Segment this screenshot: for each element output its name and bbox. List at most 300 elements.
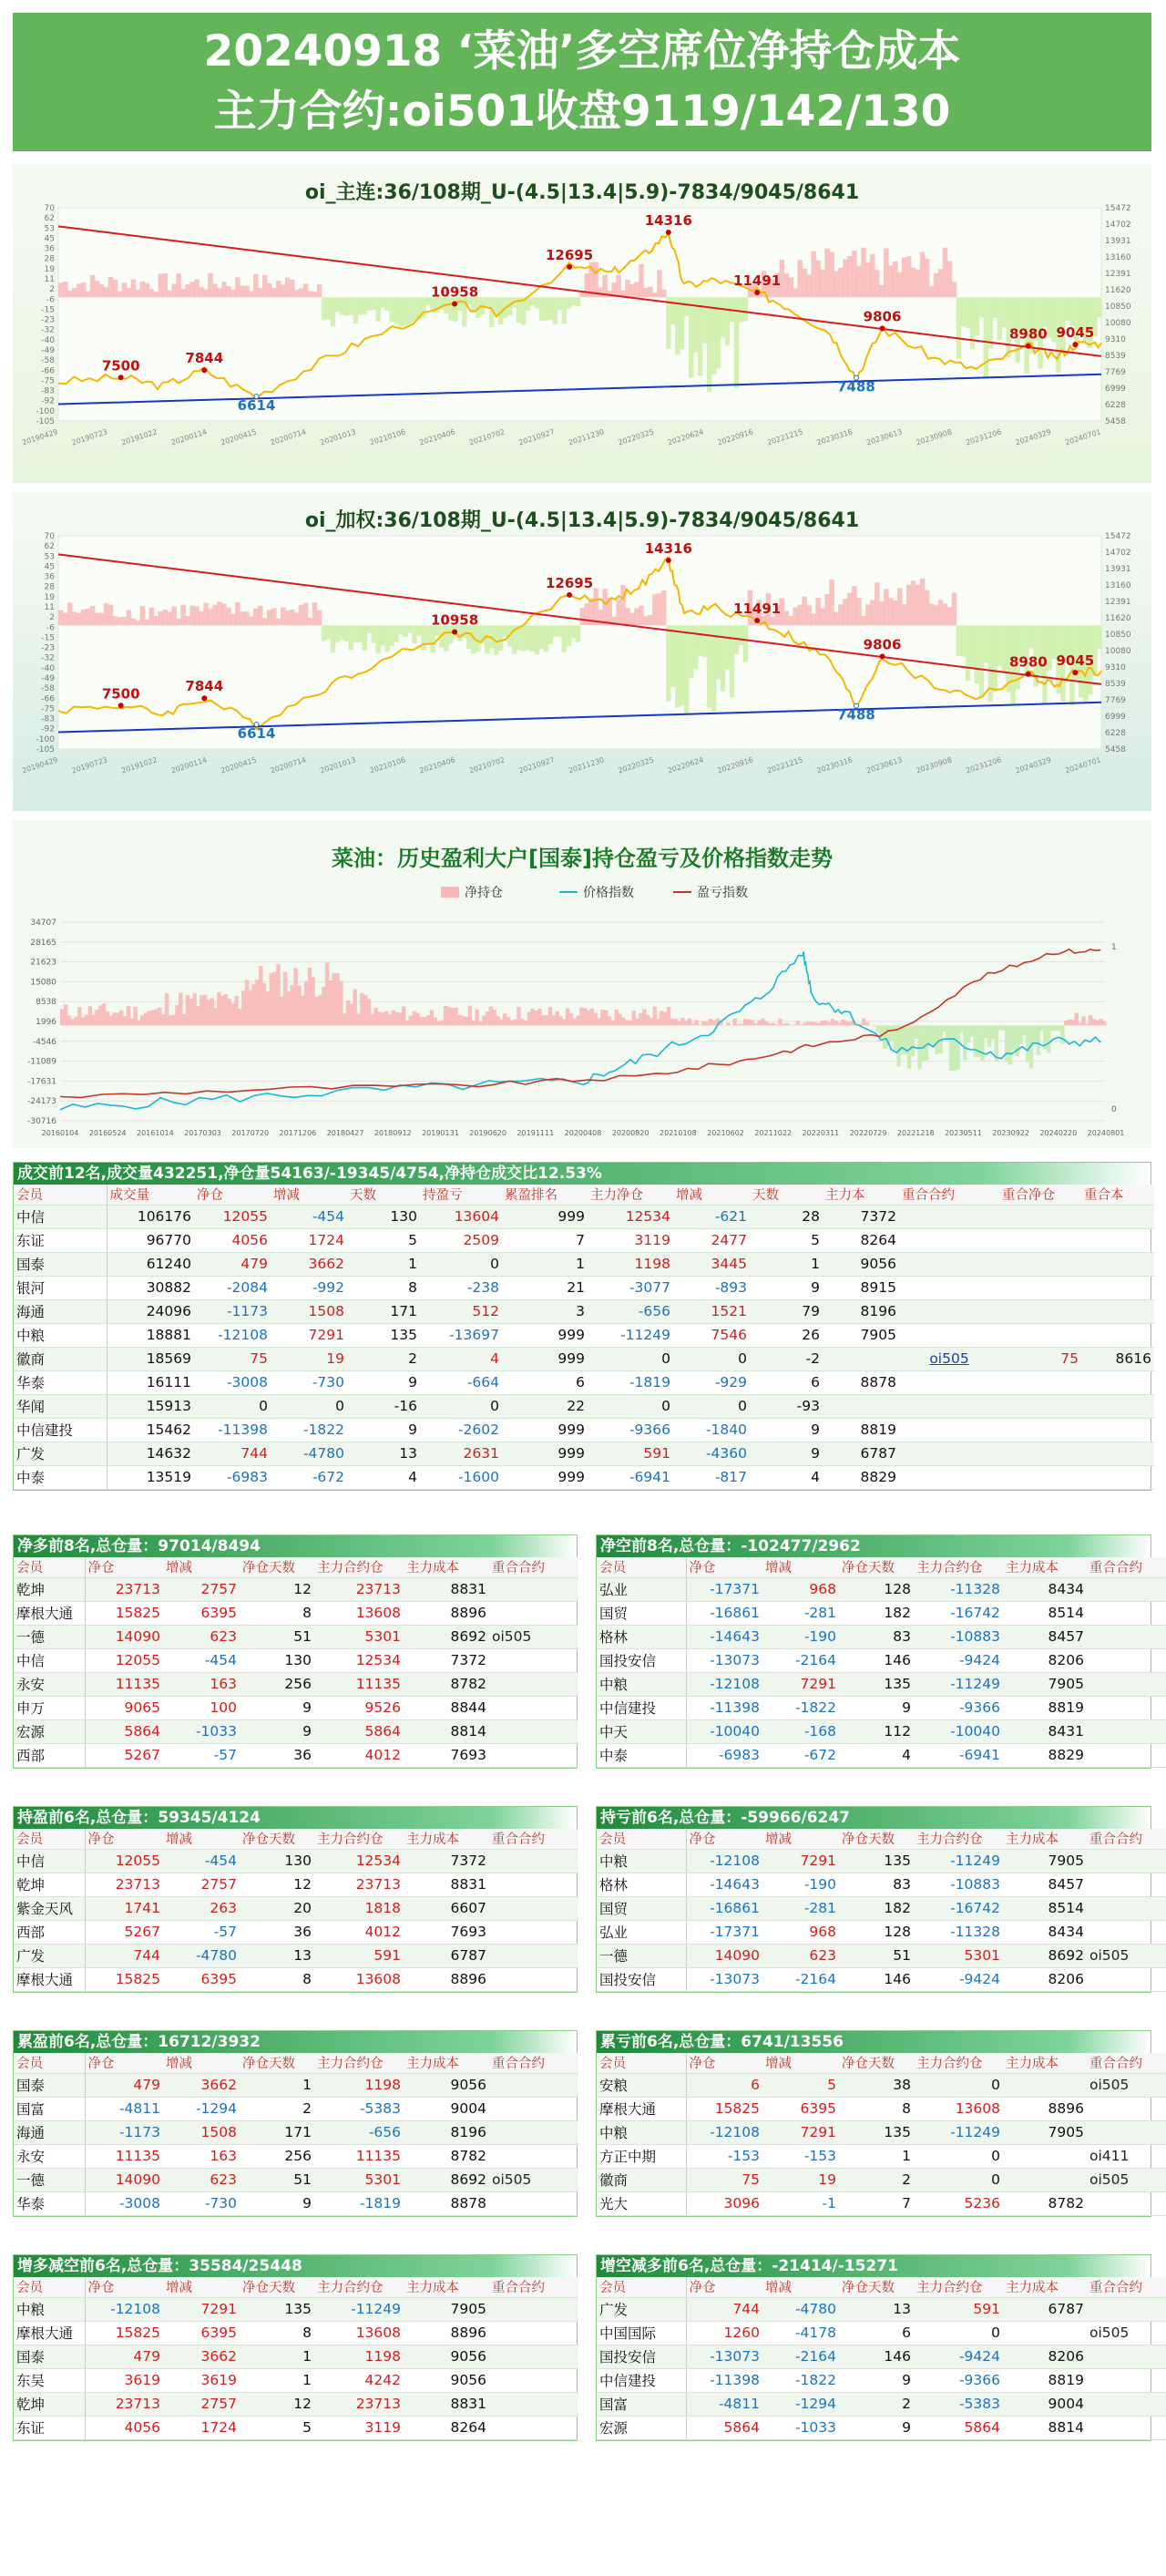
net-position-bar — [811, 251, 815, 297]
net-position-bar — [694, 1020, 698, 1025]
net-position-bar — [893, 600, 897, 625]
table-row[interactable] — [14, 2097, 578, 2120]
net-position-bar — [485, 297, 489, 306]
net-position-bar — [584, 603, 588, 625]
y-tick-label: -83 — [41, 714, 55, 724]
table-cell — [999, 1394, 1081, 1418]
net-position-bar — [861, 248, 865, 298]
net-position-bar — [829, 251, 834, 297]
table-row[interactable] — [14, 2416, 578, 2439]
table-row[interactable] — [597, 1719, 1166, 1743]
table-row[interactable] — [597, 2321, 1166, 2345]
member-name: 中天 — [597, 1719, 686, 1743]
net-position-bar — [838, 604, 843, 625]
table-row[interactable] — [597, 2416, 1166, 2439]
table-row[interactable] — [14, 2168, 578, 2191]
table-row[interactable] — [14, 1205, 1154, 1228]
table-cell: 3096 — [686, 2191, 762, 2215]
table-cell: 2757 — [163, 1873, 240, 1896]
table-row[interactable] — [597, 1920, 1166, 1944]
legend-label: 盈亏指数 — [697, 886, 748, 900]
price-marker — [1026, 672, 1030, 676]
table-cell: 8692 — [1003, 1944, 1087, 1967]
net-position-bar — [496, 1016, 499, 1025]
table-row[interactable] — [597, 1873, 1166, 1896]
table-cell: 8831 — [404, 2392, 489, 2416]
net-position-bar — [489, 1007, 493, 1026]
table-cell — [1081, 1205, 1154, 1228]
table-row[interactable] — [597, 1743, 1166, 1767]
net-position-bar — [548, 297, 553, 320]
table-cell: oi505 — [1087, 1944, 1166, 1967]
x-tick-label: 20201013 — [319, 755, 357, 775]
table-cell: -16742 — [914, 1896, 1003, 1920]
net-position-bar — [709, 1019, 712, 1025]
net-position-bar — [535, 625, 539, 654]
table-cell — [489, 2345, 578, 2368]
price-marker — [118, 375, 123, 380]
net-position-bar — [294, 612, 299, 625]
table-cell — [899, 1228, 999, 1252]
table-cell: oi505 — [489, 2168, 578, 2191]
table-cell: 3119 — [314, 2416, 404, 2439]
net-position-bar — [557, 297, 562, 310]
table-cell: 0 — [420, 1252, 502, 1276]
table-cell: 2477 — [673, 1228, 750, 1252]
table-row[interactable] — [14, 2297, 578, 2321]
net-position-bar — [1039, 1025, 1043, 1031]
table-cell: -4178 — [762, 2321, 839, 2345]
net-position-bar — [394, 1012, 398, 1026]
pnl-chart-svg — [13, 820, 1151, 1148]
table-cell: 38 — [839, 2073, 914, 2097]
net-position-bar — [583, 1008, 587, 1025]
table-cell: 2 — [240, 2097, 314, 2120]
table-cell: 8196 — [823, 1299, 899, 1323]
net-position-bar — [616, 599, 620, 625]
net-position-bar — [353, 990, 356, 1026]
net-position-bar — [879, 285, 884, 297]
table-cell: 0 — [588, 1347, 673, 1370]
table-cell: 8814 — [1003, 2416, 1087, 2439]
table-cell: 5267 — [85, 1920, 163, 1944]
column-header: 主力合约仓 — [314, 2277, 404, 2297]
table-cell — [1081, 1228, 1154, 1252]
table-row[interactable] — [14, 1743, 578, 1767]
column-header: 会员 — [597, 1557, 686, 1577]
y-tick-label: -100 — [36, 734, 55, 744]
net-position-bar — [970, 625, 975, 668]
table-row[interactable] — [14, 2191, 578, 2215]
y-tick-label: -32 — [41, 325, 55, 335]
net-position-bar — [642, 1010, 646, 1026]
column-header: 主力成本 — [1003, 2053, 1087, 2073]
table-row[interactable] — [14, 1228, 1154, 1252]
table-row[interactable] — [14, 1849, 578, 1873]
table-cell: oi505 — [1087, 2321, 1166, 2345]
table-row[interactable] — [597, 1896, 1166, 1920]
net-position-bar — [666, 625, 670, 701]
net-position-bar — [189, 606, 194, 626]
net-position-bar — [426, 1015, 430, 1025]
table-cell — [489, 2191, 578, 2215]
net-position-bar — [95, 281, 99, 297]
table-cell — [1087, 1696, 1166, 1719]
table-cell: 8206 — [1003, 2345, 1087, 2368]
table-cell: 7291 — [762, 1672, 839, 1696]
table-row[interactable] — [597, 2191, 1166, 2215]
net-position-bar — [60, 1009, 64, 1025]
net-position-bar — [562, 625, 567, 652]
net-position-bar — [208, 609, 212, 625]
net-position-bar — [308, 968, 312, 1025]
table-cell: 5 — [347, 1228, 420, 1252]
table-row[interactable] — [14, 1465, 1154, 1489]
table-cell: 26 — [750, 1323, 823, 1347]
table-row[interactable] — [14, 2345, 578, 2368]
table-row[interactable] — [597, 2297, 1166, 2321]
net-position-bar — [643, 288, 648, 297]
table-cell — [1087, 1967, 1166, 1991]
table-cell — [1087, 1672, 1166, 1696]
table-cell — [489, 1577, 578, 1601]
net-position-bar — [684, 1021, 688, 1026]
net-position-bar — [149, 289, 154, 297]
table-cell: -10883 — [914, 1873, 1003, 1896]
table-row[interactable] — [14, 2321, 578, 2345]
net-position-bar — [667, 1007, 670, 1025]
member-name: 国泰 — [14, 2345, 85, 2368]
x-tick-label: 20200714 — [269, 755, 308, 775]
price-marker — [202, 368, 207, 373]
net-position-bar — [423, 1017, 426, 1025]
table-cell: 3662 — [163, 2345, 240, 2368]
data-table — [14, 1829, 578, 1992]
net-position-bar — [271, 608, 276, 625]
table-t6 — [13, 2030, 578, 2217]
column-header: 主力本 — [823, 1185, 899, 1205]
net-position-bar — [947, 607, 952, 625]
net-position-bar — [1036, 1025, 1039, 1055]
table-cell: 128 — [839, 1920, 914, 1944]
net-position-bar — [576, 625, 580, 641]
table-cell: -1600 — [420, 1465, 502, 1489]
net-position-bar — [381, 1012, 384, 1025]
table-row[interactable] — [14, 1719, 578, 1743]
table-cell — [1087, 2368, 1166, 2392]
net-position-bar — [81, 1017, 85, 1025]
table-row[interactable] — [597, 1672, 1166, 1696]
table-row[interactable] — [597, 2392, 1166, 2416]
net-position-bar — [384, 297, 389, 311]
net-position-bar — [343, 1013, 346, 1025]
net-position-bar — [440, 1021, 444, 1026]
table-row[interactable] — [14, 1323, 1154, 1347]
net-position-bar — [567, 297, 571, 308]
table-cell: 9 — [240, 1719, 314, 1743]
net-position-bar — [67, 1015, 71, 1025]
table-cell: 0 — [271, 1394, 347, 1418]
net-position-bar — [485, 625, 489, 653]
y-tick-label: 53 — [44, 552, 55, 562]
net-position-bar — [966, 625, 970, 681]
net-position-bar — [130, 1019, 134, 1025]
table-cell: 999 — [502, 1205, 588, 1228]
chart-panel-pnl — [13, 820, 1151, 1148]
table-row[interactable] — [14, 1394, 1154, 1418]
column-header: 重合合约 — [1087, 2053, 1166, 2073]
table-row[interactable] — [597, 1577, 1166, 1601]
table-row[interactable] — [14, 1625, 578, 1648]
table-row[interactable] — [14, 1347, 1154, 1370]
net-position-bar — [106, 1011, 109, 1025]
table-cell: -11249 — [314, 2297, 404, 2321]
chart-panel-weighted — [13, 492, 1151, 811]
net-position-bar — [820, 270, 824, 298]
table-row[interactable] — [14, 1672, 578, 1696]
column-header: 重合合约 — [1087, 1829, 1166, 1849]
table-row[interactable] — [597, 1648, 1166, 1672]
net-position-bar — [384, 1011, 388, 1026]
table-cell: 3119 — [588, 1228, 673, 1252]
net-position-bar — [276, 619, 281, 625]
table-row[interactable] — [14, 1696, 578, 1719]
table-t4 — [13, 1806, 578, 1993]
net-position-bar — [598, 610, 602, 625]
table-cell — [489, 1944, 578, 1967]
table-row[interactable] — [14, 1418, 1154, 1442]
table-row[interactable] — [14, 1370, 1154, 1394]
x-tick-label: 20191022 — [120, 755, 159, 775]
column-header: 增减 — [271, 1185, 347, 1205]
y-tick-label: -75 — [41, 704, 55, 714]
table-row[interactable] — [14, 2392, 578, 2416]
y-tick-label: -32 — [41, 653, 55, 663]
table-cell: 24096 — [107, 1299, 194, 1323]
net-position-bar — [852, 586, 856, 625]
table-cell: 8196 — [404, 2120, 489, 2144]
price-marker — [755, 291, 760, 295]
net-position-bar — [943, 604, 947, 626]
table-cell: 7372 — [404, 1849, 489, 1873]
member-name: 中粮 — [597, 1672, 686, 1696]
net-position-bar — [241, 990, 245, 1025]
table-row[interactable] — [597, 1849, 1166, 1873]
net-position-bar — [503, 1013, 506, 1025]
net-position-bar — [1069, 297, 1074, 325]
table-cell: 13 — [839, 2297, 914, 2321]
net-position-bar — [1068, 1020, 1071, 1025]
data-table — [597, 1829, 1166, 1992]
table-cell: -281 — [762, 1896, 839, 1920]
net-position-bar — [217, 601, 221, 625]
table-cell — [999, 1418, 1081, 1442]
table-row[interactable] — [597, 2368, 1166, 2392]
net-position-bar — [331, 625, 335, 652]
table-row[interactable] — [14, 2368, 578, 2392]
net-position-bar — [358, 625, 363, 642]
table-cell — [489, 1696, 578, 1719]
net-position-bar — [154, 616, 159, 625]
net-position-bar — [747, 1020, 751, 1026]
table-cell: -893 — [673, 1276, 750, 1299]
member-name: 中粮 — [597, 1849, 686, 1873]
table-row[interactable] — [14, 1252, 1154, 1276]
legend-swatch — [441, 887, 459, 898]
net-position-bar — [171, 1014, 175, 1025]
net-position-bar — [175, 1005, 179, 1025]
table-row[interactable] — [597, 1944, 1166, 1967]
table-cell: 5301 — [314, 1625, 404, 1648]
table-row[interactable] — [14, 1873, 578, 1896]
net-position-bar — [534, 1011, 537, 1025]
table-cell: -168 — [762, 1719, 839, 1743]
table-row[interactable] — [14, 1276, 1154, 1299]
member-name: 华泰 — [14, 1370, 107, 1394]
member-name: 中粮 — [14, 2297, 85, 2321]
y2-tick-label: 6999 — [1105, 385, 1126, 394]
net-position-bar — [212, 605, 217, 626]
member-name: 格林 — [597, 1873, 686, 1896]
net-position-bar — [652, 292, 657, 297]
net-position-bar — [154, 292, 159, 297]
page-header — [13, 13, 1151, 151]
price-chart-svg — [13, 492, 1151, 811]
table-cell: -6983 — [686, 1743, 762, 1767]
net-position-bar — [712, 1021, 716, 1026]
net-position-bar — [897, 272, 902, 298]
y-tick-label: -17631 — [27, 1077, 56, 1087]
table-row[interactable] — [597, 2097, 1166, 2120]
table-row[interactable] — [14, 1896, 578, 1920]
net-position-bar — [344, 625, 349, 641]
table-row[interactable] — [14, 2120, 578, 2144]
net-position-bar — [262, 275, 267, 297]
table-row[interactable] — [597, 2144, 1166, 2168]
table-cell: 1 — [240, 2368, 314, 2392]
table-row[interactable] — [14, 1648, 578, 1672]
table-cell: 8829 — [823, 1465, 899, 1489]
net-position-bar — [702, 297, 707, 343]
table-cell: 256 — [240, 2144, 314, 2168]
table-cell: 6395 — [163, 1967, 240, 1991]
table-cell: 23713 — [314, 1577, 404, 1601]
table-row[interactable] — [14, 1299, 1154, 1323]
net-position-bar — [555, 1011, 558, 1026]
table-cell: 1 — [240, 2073, 314, 2097]
net-position-bar — [436, 1021, 440, 1026]
table-row[interactable] — [597, 1967, 1166, 1991]
net-position-bar — [698, 1024, 701, 1025]
table-row[interactable] — [14, 1967, 578, 1991]
table-row[interactable] — [14, 1944, 578, 1967]
table-cell: 14090 — [85, 1625, 163, 1648]
table-cell: 8434 — [1003, 1920, 1087, 1944]
net-position-bar — [870, 600, 874, 626]
member-name: 中信建投 — [14, 1418, 107, 1442]
x-tick-label: 20220624 — [666, 427, 705, 447]
net-position-bar — [768, 1023, 772, 1025]
table-row[interactable] — [14, 2073, 578, 2097]
net-position-bar — [961, 625, 966, 656]
table-cell: -6941 — [914, 1743, 1003, 1767]
net-position-bar — [127, 610, 131, 625]
table-row[interactable] — [597, 1601, 1166, 1625]
net-position-bar — [466, 625, 471, 649]
table-cell — [899, 1442, 999, 1465]
table-cell: 8457 — [1003, 1625, 1087, 1648]
y2-tick-label: 13931 — [1105, 565, 1131, 574]
table-row[interactable] — [597, 1696, 1166, 1719]
net-position-bar — [461, 1016, 465, 1025]
net-position-bar — [372, 625, 376, 642]
table-cell: 1 — [750, 1252, 823, 1276]
net-position-bar — [797, 605, 802, 626]
net-position-bar — [77, 613, 81, 626]
net-position-bar — [634, 282, 639, 297]
table-row[interactable] — [14, 2144, 578, 2168]
table-cell: 6 — [839, 2321, 914, 2345]
table-cell: -1819 — [314, 2191, 404, 2215]
table-row[interactable] — [14, 1601, 578, 1625]
net-position-bar — [240, 286, 244, 298]
net-position-bar — [468, 1006, 472, 1026]
net-position-bar — [562, 1019, 566, 1025]
net-position-bar — [122, 282, 127, 297]
table-cell: -153 — [762, 2144, 839, 2168]
net-position-bar — [312, 977, 315, 1025]
table-cell: 1 — [502, 1252, 588, 1276]
table-cell: -57 — [163, 1920, 240, 1944]
table-cell: -730 — [163, 2191, 240, 2215]
y2-tick-label: 14702 — [1105, 549, 1131, 558]
table-row[interactable] — [597, 1625, 1166, 1648]
table-cell: 5 — [750, 1228, 823, 1252]
table-row[interactable] — [597, 2345, 1166, 2368]
net-position-bar — [890, 1025, 894, 1041]
table-cell: 999 — [502, 1418, 588, 1442]
table-cell: -817 — [673, 1465, 750, 1489]
table-cell: 7 — [839, 2191, 914, 2215]
table-row[interactable] — [14, 1920, 578, 1944]
y-tick-label: -40 — [41, 663, 55, 673]
table-row[interactable] — [14, 1442, 1154, 1465]
x-tick-label: 20210702 — [467, 755, 506, 775]
table-row[interactable] — [597, 2120, 1166, 2144]
table-cell: -238 — [420, 1276, 502, 1299]
net-position-bar — [186, 995, 189, 1025]
y-tick-label: 11 — [44, 603, 55, 612]
table-t5 — [596, 1806, 1151, 1993]
y-tick-label: 19 — [44, 592, 55, 602]
net-position-bar — [416, 625, 421, 636]
net-position-bar — [276, 964, 280, 1025]
net-position-bar — [947, 262, 952, 298]
table-cell — [1087, 1648, 1166, 1672]
table-row[interactable] — [14, 1577, 578, 1601]
x-tick-label: 20200415 — [220, 755, 258, 775]
net-position-bar — [639, 606, 643, 626]
net-position-bar — [521, 625, 526, 651]
table-row[interactable] — [597, 2073, 1166, 2097]
net-position-bar — [478, 1021, 482, 1025]
table-cell: -11398 — [686, 2368, 762, 2392]
net-position-bar — [421, 625, 425, 651]
net-position-bar — [72, 611, 77, 625]
table-row[interactable] — [597, 2168, 1166, 2191]
y-tick-label: 34707 — [30, 919, 56, 928]
table-cell: 8457 — [1003, 1873, 1087, 1896]
